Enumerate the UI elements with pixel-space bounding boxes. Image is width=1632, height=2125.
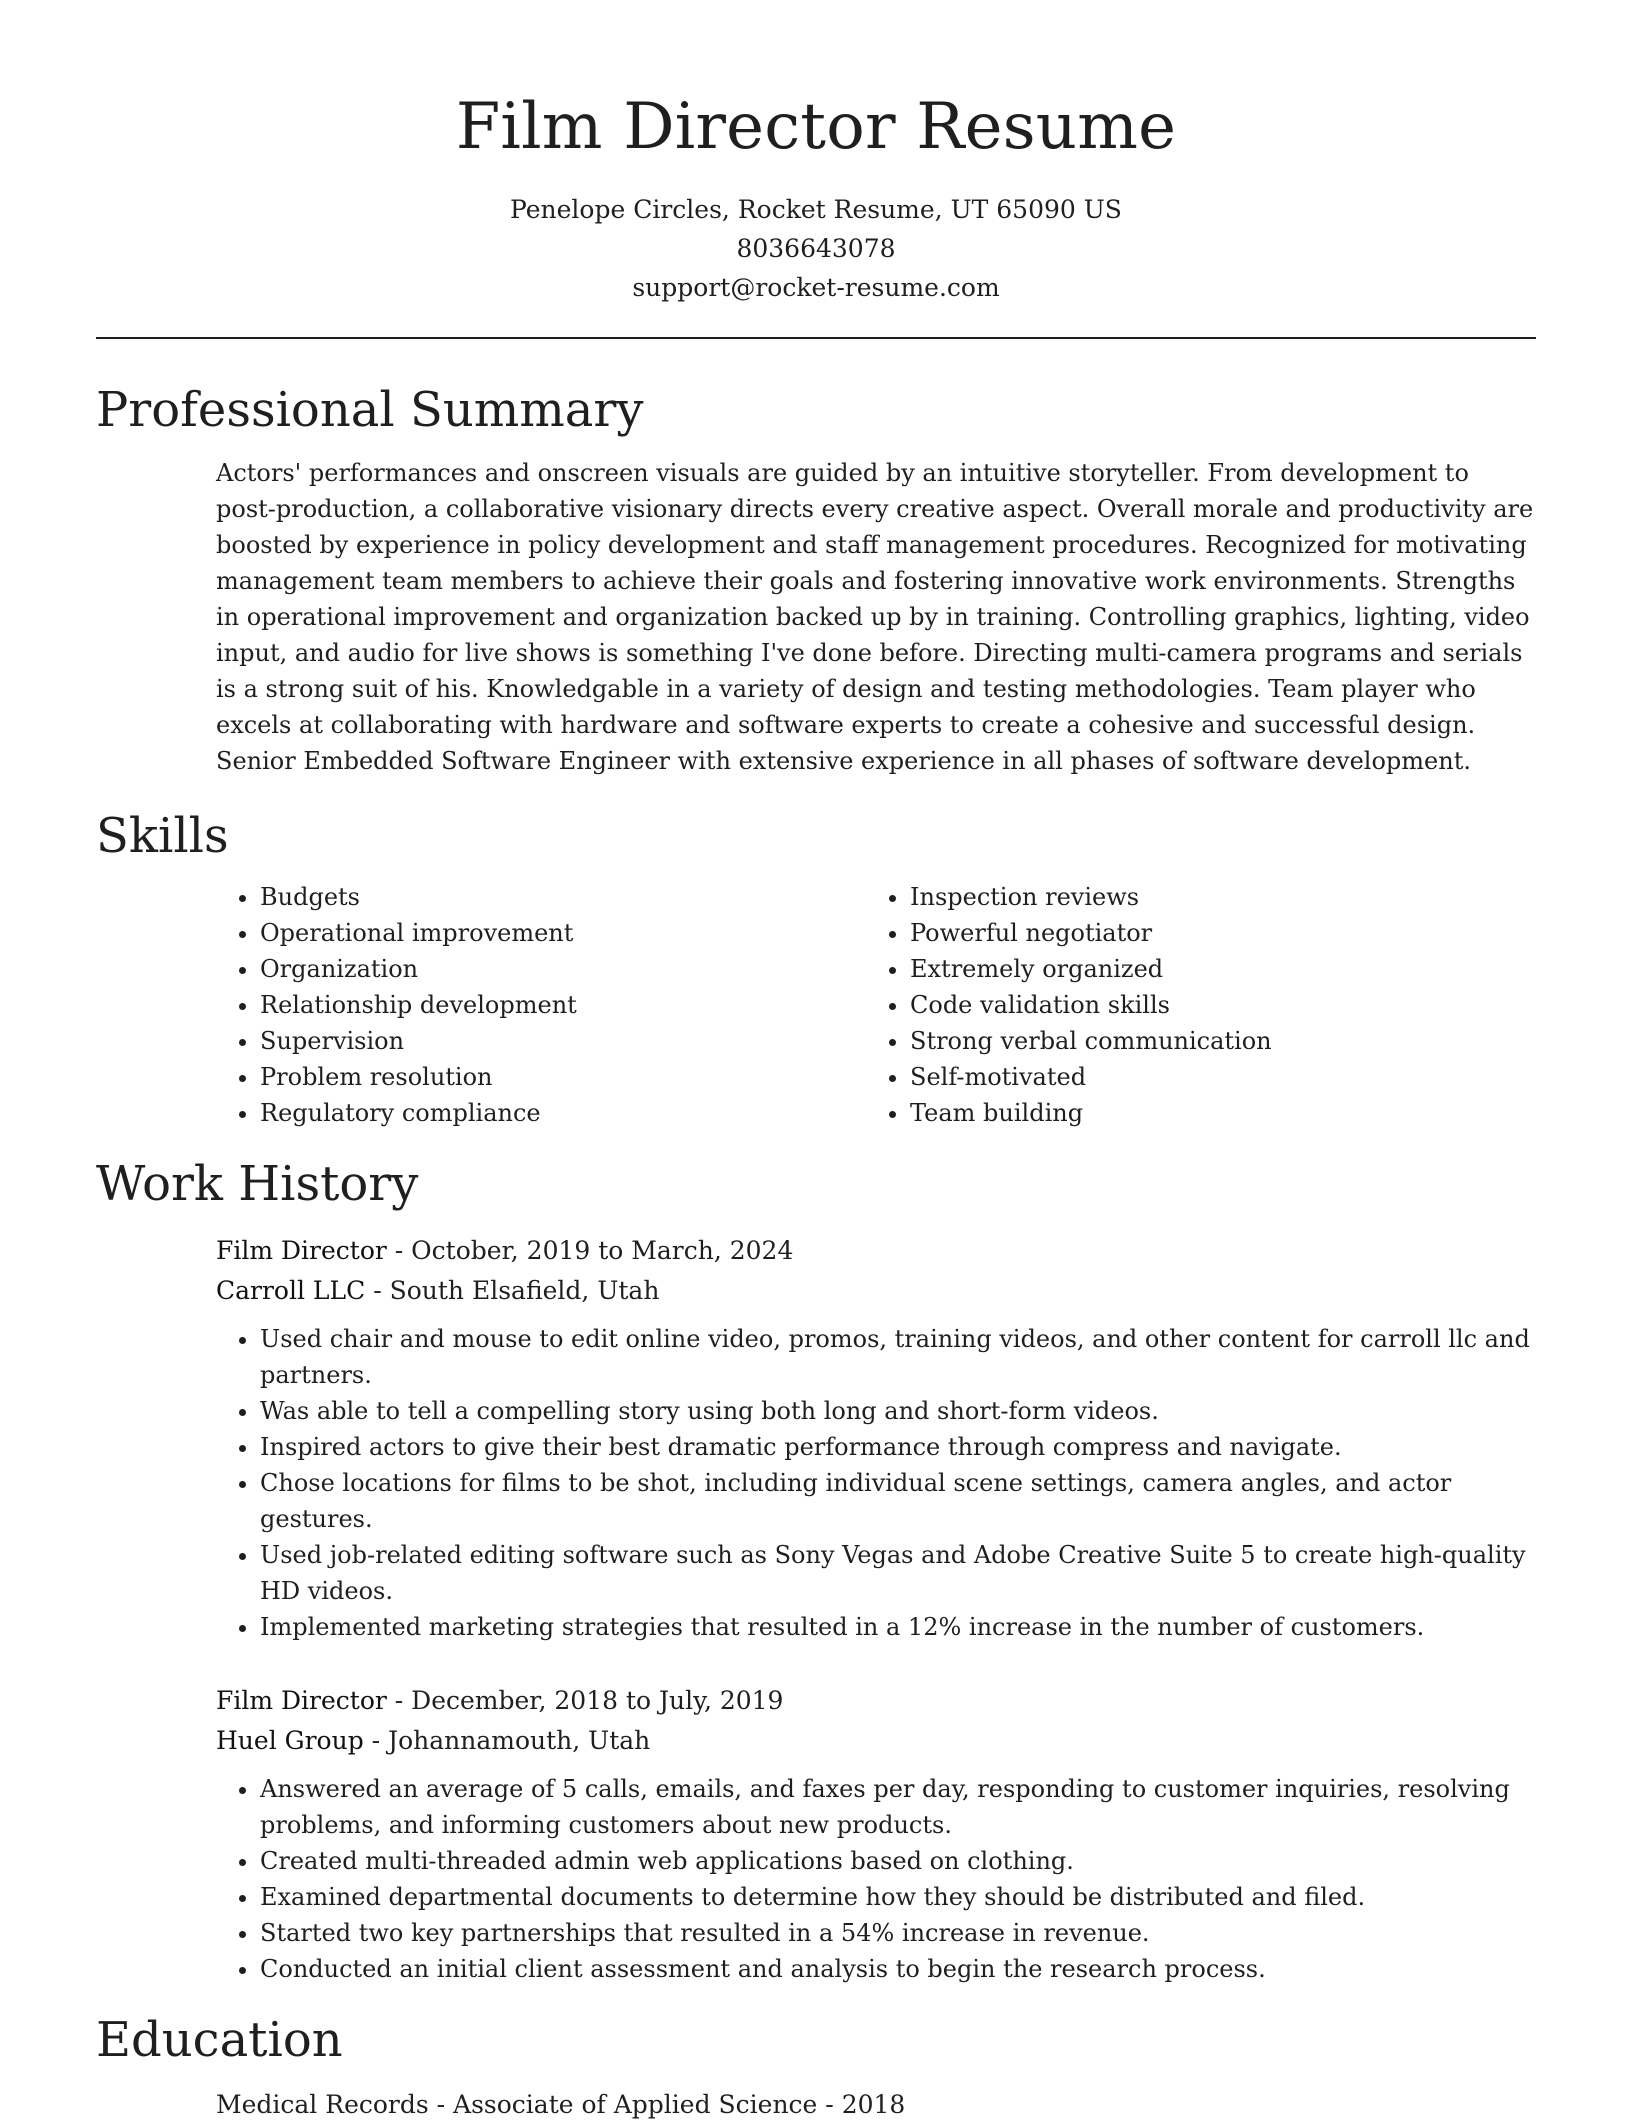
job-location: - South Elsafield, Utah xyxy=(365,1276,660,1305)
skill-item: • Budgets xyxy=(260,879,866,915)
header-divider xyxy=(96,337,1536,339)
work-history-heading: Work History xyxy=(96,1156,419,1212)
job-bullet: • Used chair and mouse to edit online video, promos, training videos, and other content for carroll llc and partners. xyxy=(260,1321,1536,1393)
contact-address: Penelope Circles, Rocket Resume, UT 65090 US xyxy=(510,195,1122,224)
skills-heading: Skills xyxy=(96,808,229,864)
skill-item: • Relationship development xyxy=(260,987,866,1023)
skill-item: • Powerful negotiator xyxy=(910,915,1506,951)
contact-block xyxy=(96,190,1536,307)
job-bullet: • Inspired actors to give their best dramatic performance through compress and navigate. xyxy=(260,1429,1536,1465)
education-heading: Education xyxy=(96,2012,343,2068)
job-bullet: • Chose locations for films to be shot, including individual scene settings, camera angles, and actor gestures. xyxy=(260,1465,1536,1537)
summary-text: Actors' performances and onscreen visuals are guided by an intuitive storyteller. From development to post-production, a collaborative visionary directs every creative aspect. Overall morale and productivity are boosted by experience in policy development and staff management procedures. Recognized for motivating management team members to achieve their goals and fostering innovative work environments. Strengths in operational improvement and organization backed up by in training. Controlling graphics, lighting, video input, and audio for live shows is something I've done before. Directing multi-camera programs and serials is a strong suit of his. Knowledgable in a variety of design and testing methodologies. Team player who excels at collaborating with hardware and software experts to create a cohesive and successful design. Senior Embedded Software Engineer with extensive experience in all phases of software development. xyxy=(216,459,1534,775)
job-bullet: • Examined departmental documents to determine how they should be distributed and filed. xyxy=(260,1879,1536,1915)
job-bullet: • Implemented marketing strategies that resulted in a 12% increase in the number of customers. xyxy=(260,1609,1536,1645)
skill-item: • Extremely organized xyxy=(910,951,1506,987)
skill-item: • Supervision xyxy=(260,1023,866,1059)
job-bullet-list xyxy=(216,1321,1536,1645)
skill-item: • Self-motivated xyxy=(910,1059,1506,1095)
job-bullet: • Answered an average of 5 calls, emails, and faxes per day, responding to customer inquiries, resolving problems, and informing customers about new products. xyxy=(260,1771,1536,1843)
job-bullet: • Started two key partnerships that resulted in a 54% increase in revenue. xyxy=(260,1915,1536,1951)
job-bullet: • Was able to tell a compelling story using both long and short-form videos. xyxy=(260,1393,1536,1429)
job-title-line xyxy=(216,1231,1536,1271)
summary-heading: Professional Summary xyxy=(96,382,644,438)
job-company: Huel Group xyxy=(216,1726,364,1755)
skill-item: • Code validation skills xyxy=(910,987,1506,1023)
job-title: Film Director xyxy=(216,1686,387,1715)
job-company-line xyxy=(216,1271,1536,1311)
resume-title: Film Director Resume xyxy=(455,90,1177,164)
skill-item: • Operational improvement xyxy=(260,915,866,951)
skill-item: • Team building xyxy=(910,1095,1506,1131)
job-bullet-list xyxy=(216,1771,1536,1987)
contact-phone: 8036643078 xyxy=(736,234,896,263)
skill-item: • Problem resolution xyxy=(260,1059,866,1095)
job-bullet: • Created multi-threaded admin web applications based on clothing. xyxy=(260,1843,1536,1879)
job-bullet: • Used job-related editing software such as Sony Vegas and Adobe Creative Suite 5 to create high-quality HD videos. xyxy=(260,1537,1536,1609)
job-entry xyxy=(216,1231,1536,1645)
skill-item: • Regulatory compliance xyxy=(260,1095,866,1131)
job-entry xyxy=(216,1681,1536,1987)
skills-list xyxy=(216,879,1536,1131)
skill-item: • Inspection reviews xyxy=(910,879,1506,915)
job-bullet: • Conducted an initial client assessment and analysis to begin the research process. xyxy=(260,1951,1536,1987)
job-location: - Johannamouth, Utah xyxy=(363,1726,651,1755)
skills-column-left xyxy=(216,879,866,1131)
education-entry: Medical Records - Associate of Applied Science - 2018 xyxy=(216,2090,906,2119)
skills-column-right xyxy=(866,879,1506,1131)
job-company: Carroll LLC xyxy=(216,1276,366,1305)
job-title: Film Director xyxy=(216,1236,387,1265)
job-dates: - October, 2019 to March, 2024 xyxy=(386,1236,794,1265)
skill-item: • Strong verbal communication xyxy=(910,1023,1506,1059)
job-title-line xyxy=(216,1681,1536,1721)
skill-item: • Organization xyxy=(260,951,866,987)
job-dates: - December, 2018 to July, 2019 xyxy=(386,1686,784,1715)
job-company-line xyxy=(216,1721,1536,1761)
contact-email: support@rocket-resume.com xyxy=(632,273,1000,302)
